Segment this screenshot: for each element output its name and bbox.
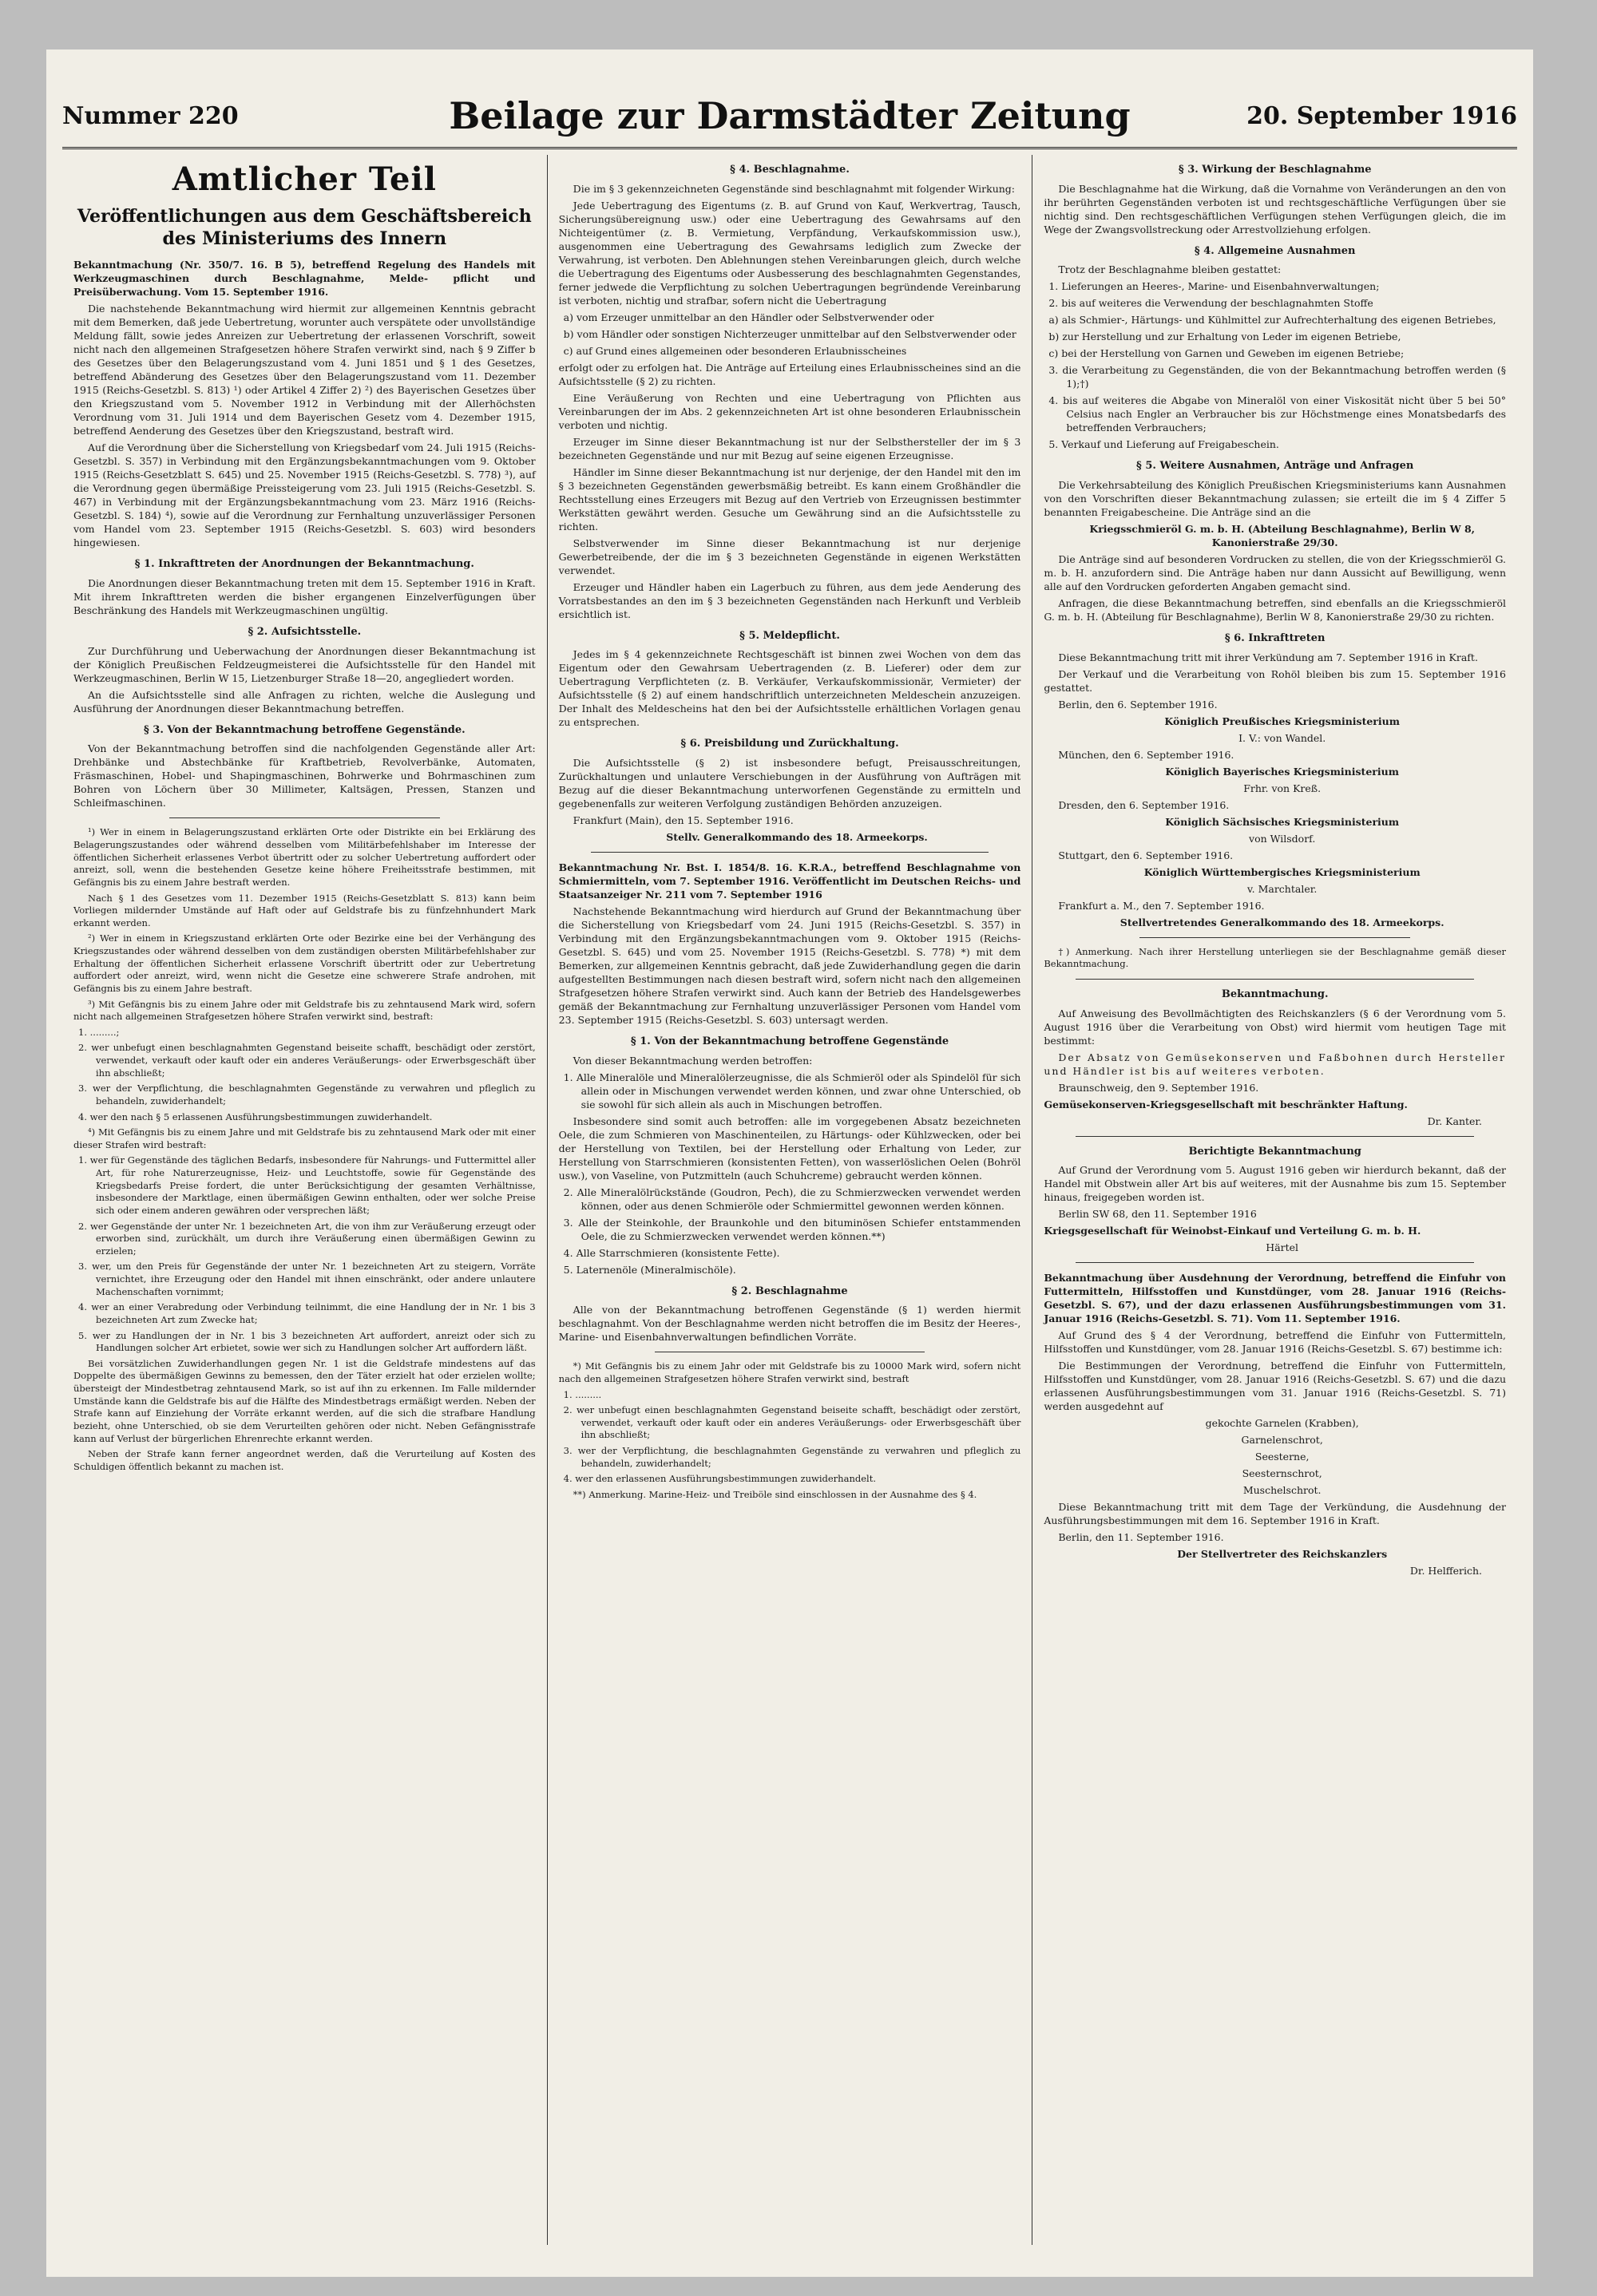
paragraph: Der Absatz von Gemüsekonserven und Faßbohnen durch Hersteller und Händler ist bis auf weiteres verboten. (1044, 1051, 1507, 1077)
divider (1139, 937, 1410, 938)
footnote: ¹) Wer in einem in Belagerungszustand erklärten Orte oder Distrikte ein bei Erklärung des Belagerungszustandes oder während desselben vom Militärbefehlshaber im Interesse der öffentlichen Sicherheit erlassenes Verbot übertritt oder zu solcher Uebertretung auffordert oder anreizt, soll, wenn die bestehenden Gesetze keine höhere Freiheitsstrafe bestimmen, mit Gefängnis bis zu einem Jahre bestraft werden. (73, 826, 536, 888)
paragraph: An die Aufsichtsstelle sind alle Anfragen zu richten, welche die Auslegung und Ausführung der Anordnungen dieser Bekanntmachung betreffen. (73, 688, 536, 715)
issue-number: Nummer 220 (62, 102, 239, 130)
signature-name: von Wilsdorf. (1249, 832, 1316, 845)
section-title: § 3. Wirkung der Beschlagnahme (1178, 164, 1372, 176)
issue-date: 20. September 1916 (1246, 102, 1517, 130)
divider (591, 852, 989, 853)
paragraph: Die nachstehende Bekanntmachung wird hiermit zur allgemeinen Kenntnis gebracht mit dem Bemerken, daß jede Uebertretung, worunter auch verspätete oder unvollständige Meldung fällt, sowie jedes Anreizen zur Uebertretung der erlassenen Vorschrift, soweit nicht nach den allgemeinen Strafgesetzen höhere Strafen verwirkt sind, nach § 9 Ziffer b des Gesetzes über den Belagerungszustand vom 4. Juni 1851 und § 1 des Gesetzes, betreffend Abänderung des Gesetzes über den Belagerungszustand vom 11. Dezember 1915 (Reichs-Gesetzbl. S. 813) ¹) oder Artikel 4 Ziffer 2) ²) des Bayerischen Gesetzes über den Kriegszustand vom 5. November 1912 in Verbindung mit der Allerhöchsten Verordnung vom 31. Juli 1914 und dem Bayerischen Gesetz vom 4. Dezember 1915, betreffend Aenderung des Gesetzes über den Kriegszustand, bestraft wird. (73, 303, 536, 437)
newspaper-page (46, 49, 1533, 2277)
list-item: 5. Verkauf und Lieferung auf Freigabeschein. (1048, 438, 1279, 451)
column-1 (62, 155, 547, 2245)
list-item: 2. Alle Mineralölrückstände (Goudron, Pech), die zu Schmierzwecken verwendet werden können, oder aus denen Schmieröle oder Schmiermittel gewonnen werden können. (563, 1186, 1021, 1212)
paragraph: Diese Bekanntmachung tritt mit ihrer Verkündung am 7. September 1916 in Kraft. (1058, 651, 1478, 663)
list-item: 3. die Verarbeitung zu Gegenständen, die von der Bekanntmachung betroffen werden (§ 1);†) (1048, 364, 1507, 390)
list-item: 4. wer an einer Verabredung oder Verbindung teilnimmt, die eine Handlung der in Nr. 1 bis 3 bezeichneten Art zum Zwecke hat; (78, 1301, 536, 1325)
list-item: Seesterne, (1254, 1451, 1310, 1463)
list-item: 1. Lieferungen an Heeres-, Marine- und Eisenbahnverwaltungen; (1048, 280, 1380, 293)
signature-office: Königlich Württembergisches Kriegsministerium (1143, 865, 1421, 878)
list-item: c) bei der Herstellung von Garnen und Geweben im eigenen Betriebe; (1048, 347, 1405, 360)
place-date: Frankfurt a. M., den 7. September 1916. (1058, 899, 1265, 912)
divider (169, 817, 440, 818)
place-date: Braunschweig, den 9. September 1916. (1058, 1081, 1259, 1094)
divider (1076, 1136, 1474, 1137)
list-item: 4. wer den nach § 5 erlassenen Ausführungsbestimmungen zuwiderhandelt. (78, 1110, 433, 1122)
announcement-title: Bekanntmachung Nr. Bst. I. 1854/8. 16. K.R.A., betreffend Beschlagnahme von Schmiermitteln, vom 7. September 1916. Veröffentlicht im Deutschen Reichs- und Staatsanzeiger Nr. 211 vom 7. September 1916 (558, 861, 1021, 901)
section-title: § 2. Beschlagnahme (731, 1285, 848, 1297)
paragraph: Die Anordnungen dieser Bekanntmachung treten mit dem 15. September 1916 in Kraft. Mit ihrem Inkrafttreten werden die bisher ergangenen Einzelverfügungen über Beschränkung des Handels mit Werkzeugmaschinen ungültig. (73, 577, 536, 617)
place-date: München, den 6. September 1916. (1058, 748, 1234, 761)
announcement-title: Bekanntmachung. (1221, 988, 1329, 1000)
list-item: 4. Alle Starrschmieren (konsistente Fette). (563, 1246, 780, 1259)
paragraph: Der Verkauf und die Verarbeitung von Rohöl bleiben bis zum 15. September 1916 gestattet. (1044, 667, 1507, 694)
place-date: Stuttgart, den 6. September 1916. (1058, 849, 1234, 861)
section-title: § 5. Meldepflicht. (739, 629, 840, 642)
signature-office: Königlich Sächsisches Kriegsministerium (1165, 815, 1400, 828)
signature-office: Stellvertretendes Generalkommando des 18. Armeekorps. (1119, 916, 1444, 928)
list-item: 3. wer, um den Preis für Gegenstände der unter Nr. 1 bezeichneten Art zu steigern, Vorräte vernichtet, ihre Erzeugung oder den Handel mit ihnen einschränkt, oder andere unlautere Machenschaften vornimmt; (78, 1261, 536, 1297)
list-item: 3. wer der Verpflichtung, die beschlagnahmten Gegenstände zu verwahren und pfleglich zu behandeln, zuwiderhandelt; (563, 1445, 1021, 1469)
paragraph: Auf Anweisung des Bevollmächtigten des Reichskanzlers (§ 6 der Verordnung vom 5. August 1916 über die Verarbeitung von Obst) wird hiermit vom heutigen Tage mit bestimmt: (1044, 1007, 1507, 1047)
paragraph: Nachstehende Bekanntmachung wird hierdurch auf Grund der Bekanntmachung über die Sicherstellung von Kriegsbedarf vom 24. Juni 1915 (Reichs-Gesetzbl. S. 357) in Verbindung mit den Ergänzungsbekanntmachungen vom 9. Oktober 1915 (Reichs-Gesetzbl. S. 645) und vom 25. November 1915 (Reichs-Gesetzbl. S. 778) *) mit dem Bemerken, zur allgemeinen Kenntnis gebracht, daß jede Zuwiderhandlung gegen die darin aufgestellten Bestimmungen nach diesen bestraft wird, sofern nicht nach den allgemeinen Strafgesetzen höhere Strafen verwirkt sind. Auch kann der Betrieb des Handelsgewerbes gemäß der Bekanntmachung zur Fernhaltung unzuverlässiger Personen vom Handel vom 23. September 1915 (Reichs-Gesetzbl. S. 603) untersagt werden. (558, 905, 1021, 1027)
list-item: 4. wer den erlassenen Ausführungsbestimmungen zuwiderhandelt. (563, 1473, 876, 1485)
place-date: Dresden, den 6. September 1916. (1058, 798, 1230, 811)
list-item: a) vom Erzeuger unmittelbar an den Händler oder Selbstverwender oder (563, 311, 934, 323)
list-item: 2. wer unbefugt einen beschlagnahmten Gegenstand beiseite schafft, beschädigt oder zerstört, verwendet, verkauft oder kauft oder ein anderes Veräußerungs- oder Erwerbsgeschäft über ihn abschließt; (78, 1042, 536, 1079)
divider (1076, 1262, 1474, 1263)
paragraph: Selbstverwender im Sinne dieser Bekanntmachung ist nur derjenige Gewerbetreibende, der die im § 3 bezeichneten Gegenstände in eigenen Werkstätten verwendet. (558, 536, 1021, 576)
paragraph: Jede Uebertragung des Eigentums (z. B. auf Grund von Kauf, Werkvertrag, Tausch, Sicherungsübereignung usw.) oder eine Uebertragung des Gewahrsams auf den Nichteigentümer (z. B. Vermietung, Verpfändung, Verkaufskommission usw.), ausgenommen eine Uebertragung des Gewahrsams lediglich zum Zwecke der Verwahrung, ist verboten. Den Ablehnungen stehen Vereinbarungen gleich, durch welche die Uebertragung des Eigentums oder Ausbesserung des beschlagnahmten Gegenstandes, ferner jedwede die Verpflichtung zu solchen Uebertragungen begründende Vereinbarung ist verboten, nichtig und strafbar, sofern nicht die Uebertragung (558, 199, 1021, 307)
list-item: 4. bis auf weiteres die Abgabe von Mineralöl von einer Viskosität nicht über 5 bei 50° Celsius nach Engler an Verbraucher bis zur Höchstmenge eines Monatsbedarfs des betreffenden Verbrauchers; (1048, 394, 1507, 434)
place-date: Berlin, den 11. September 1916. (1058, 1531, 1224, 1544)
signature-office: Königlich Bayerisches Kriegsministerium (1165, 765, 1399, 778)
signature-office: Königlich Preußisches Kriegsministerium (1164, 715, 1400, 727)
column-3 (1032, 155, 1517, 2245)
list-item: 1. .........; (78, 1026, 120, 1038)
paragraph: Auf Grund des § 4 der Verordnung, betreffend die Einfuhr von Futtermitteln, Hilfsstoffen und Kunstdünger, vom 28. Januar 1916 (Reichs-Gesetzbl. S. 67) bestimme ich: (1044, 1329, 1507, 1356)
list-item: gekochte Garnelen (Krabben), (1205, 1417, 1359, 1430)
paragraph: Auf Grund der Verordnung vom 5. August 1916 geben wir hierdurch bekannt, daß der Handel mit Obstwein aller Art bis auf weiteres, mit der Ausnahme bis zum 15. September hinaus, freigegeben worden ist. (1044, 1164, 1507, 1204)
signature-office: Der Stellvertreter des Reichskanzlers (1177, 1548, 1388, 1561)
paragraph: Die Beschlagnahme hat die Wirkung, daß die Vornahme von Veränderungen an den von ihr berührten Gegenständen verboten ist und rechtsgeschäftliche Verfügungen über sie nichtig sind. Den rechtsgeschäftlichen Verfügungen stehen Verfügungen gleich, die im Wege der Zwangsvollstreckung oder Arrestvollziehung erfolgen. (1044, 182, 1507, 236)
text-columns (62, 155, 1517, 2245)
paragraph: Insbesondere sind somit auch betroffen: alle im vorgegebenen Absatz bezeichneten Oele, die zum Schmieren von Maschinenteilen, zu Härtungs- oder Kühlzwecken, oder bei der Herstellung von Textilen, bei der Herstellung oder Erhaltung von Leder, zur Herstellung von Starrschmieren (konsistenten Fetten), von wasserlöslichen Oelen (Bohröl usw.), von Vaseline, von Putzmitteln (auch Schuhcreme) gebraucht werden können. (558, 1114, 1021, 1182)
paragraph: Diese Bekanntmachung tritt mit dem Tage der Verkündung, die Ausdehnung der Ausführungsbestimmungen mit dem 16. September 1916 in Kraft. (1044, 1501, 1507, 1527)
signature-office: Gemüsekonserven-Kriegsgesellschaft mit beschränkter Haftung. (1044, 1098, 1408, 1110)
section-title: § 5. Weitere Ausnahmen, Anträge und Anfragen (1136, 460, 1414, 473)
list-item: b) vom Händler oder sonstigen Nichterzeuger unmittelbar auf den Selbstverwender oder (563, 327, 1016, 340)
list-item: 3. Alle der Steinkohle, der Braunkohle und den bituminösen Schiefer entstammenden Oele, die zu Schmierzwecken verwendet werden können.**) (563, 1216, 1021, 1242)
paragraph: Die Aufsichtsstelle (§ 2) ist insbesondere befugt, Preisausschreitungen, Zurückhaltungen und unlautere Verschiebungen in der Ausführung von Aufträgen mit Bezug auf die dieser Bekanntmachung unterworfenen Gegenstände zu ermitteln und gegebenenfalls zur weiteren Verfolgung zuständigen Behörden anzuzeigen. (558, 757, 1021, 810)
announcement-title: Bekanntmachung (Nr. 350/7. 16. B 5), betreffend Regelung des Handels mit Werkzeugmaschinen durch Beschlagnahme, Melde- pflicht und Preisüberwachung. Vom 15. September 1916. (73, 259, 536, 299)
footnote: †) Anmerkung. Nach ihrer Herstellung unterliegen sie der Beschlagnahme gemäß dieser Bekanntmachung. (1044, 945, 1507, 970)
section-title: § 6. Inkrafttreten (1224, 632, 1326, 645)
list-item: Seesternschrot, (1242, 1467, 1322, 1480)
list-item: 5. wer zu Handlungen der in Nr. 1 bis 3 bezeichneten Art auffordert, anreizt oder sich zu Handlungen solcher Art erbietet, sowie wer sich zu Handlungen solcher Art auffordern läßt. (78, 1329, 536, 1354)
list-item: 3. wer der Verpflichtung, die beschlagnahmten Gegenstände zu verwahren und pfleglich zu behandeln, zuwiderhandelt; (78, 1083, 536, 1106)
footnote: ⁴) Mit Gefängnis bis zu einem Jahre und mit Geldstrafe bis zu zehntausend Mark oder mit einer dieser Strafen wird bestraft: (73, 1126, 536, 1150)
paragraph: Zur Durchführung und Ueberwachung der Anordnungen dieser Bekanntmachung ist der Königlich Preußischen Feldzeugmeisterei die Aufsichtsstelle für den Handel mit Werkzeugmaschinen, Berlin W 15, Lietzenburger Straße 18—20, angegliedert worden. (73, 644, 536, 684)
list-item: c) auf Grund eines allgemeinen oder besonderen Erlaubnisscheines (563, 344, 907, 357)
signature-name: Frhr. von Kreß. (1243, 782, 1322, 794)
announcement-title: Berichtigte Bekanntmachung (1188, 1145, 1361, 1158)
newspaper-title: Beilage zur Darmstädter Zeitung (449, 94, 1131, 137)
section-subheading: Veröffentlichungen aus dem Geschäftsbereich des Ministeriums des Innern (77, 206, 532, 249)
section-title: § 4. Beschlagnahme. (730, 164, 850, 176)
paragraph: Jedes im § 4 gekennzeichnete Rechtsgeschäft ist binnen zwei Wochen von dem das Eigentum oder den Gewahrsam Uebertragenden (z. B. Lieferer) oder dem zur Uebertragung Verpflichteten (z. B. Verkäufer, Verkaufskommissionär, Vermieter) der Aufsichtsstelle (§ 2) auf einem handschriftlich unterzeichneten Meldeschein anzuzeigen. Der Inhalt des Meldescheins hat den bei der Aufsichtsstelle erhältlichen Vorlagen genau zu entsprechen. (558, 648, 1021, 729)
footnote: ²) Wer in einem in Kriegszustand erklärten Orte oder Bezirke eine bei der Verhängung des Kriegszustandes oder während desselben von dem zuständigen obersten Militärbefehlshaber zur Erhaltung der öffentlichen Sicherheit erlassene Vorschrift übertritt oder zur Uebertretung auffordert oder anreizt, wird, wenn nicht die Gesetze eine schwerere Strafe androhen, mit Gefängnis bis zu einem Jahre bestraft. (73, 932, 536, 994)
masthead (62, 91, 1517, 149)
footnote: ³) Mit Gefängnis bis zu einem Jahre oder mit Geldstrafe bis zu zehntausend Mark wird, sofern nicht nach allgemeinen Strafgesetzen höhere Strafen verwirkt sind, bestraft: (73, 998, 536, 1023)
paragraph: Die Bestimmungen der Verordnung, betreffend die Einfuhr von Futtermitteln, Hilfsstoffen und Kunstdünger, vom 28. Januar 1916 (Reichs-Gesetzbl. S. 67) und die dazu erlassenen Ausführungsbestimmungen vom 31. Januar 1916 (Reichs-Gesetzbl. S. 71) werden ausgedehnt auf (1044, 1360, 1507, 1413)
section-title: § 3. Von der Bekanntmachung betroffene Gegenstände. (143, 723, 466, 736)
signature: Stellv. Generalkommando des 18. Armeekorps. (666, 831, 928, 844)
list-item: 2. wer Gegenstände der unter Nr. 1 bezeichneten Art, die von ihm zur Veräußerung erzeugt oder erworben sind, zurückhält, um durch ihre Veräußerung einen übermäßigen Gewinn zu erzielen; (78, 1220, 536, 1257)
announcement-title: Bekanntmachung über Ausdehnung der Verordnung, betreffend die Einfuhr von Futtermitteln, Hilfsstoffen und Kunstdünger, vom 28. Januar 1916 (Reichs-Gesetzbl. S. 67), und der dazu erlassenen Ausführungsbestimmungen vom 31. Januar 1916 (Reichs-Gesetzbl. S. 71). Vom 11. September 1916. (1044, 1272, 1507, 1325)
list-item: 1. wer für Gegenstände des täglichen Bedarfs, insbesondere für Nahrungs- und Futtermittel aller Art, für rohe Naturerzeugnisse, Heiz- und Leuchtstoffe, sowie für Gegenstände des Kriegsbedarfs Preise fordert, die unter Berücksichtigung der gesamten Verhältnisse, insbesondere der Marktlage, einen übermäßigen Gewinn enthalten, oder wer solche Preise sich oder einem anderen gewähren oder versprechen läßt; (78, 1154, 536, 1216)
section-title: § 1. Inkrafttreten der Anordnungen der Bekanntmachung. (134, 558, 474, 571)
list-item: 2. bis auf weiteres die Verwendung der beschlagnahmten Stoffe (1048, 297, 1373, 310)
section-title: § 2. Aufsichtsstelle. (248, 626, 362, 639)
signature-name: I. V.: von Wandel. (1238, 731, 1326, 744)
signature-name: Härtel (1266, 1241, 1299, 1254)
list-item: 2. wer unbefugt einen beschlagnahmten Gegenstand beiseite schafft, beschädigt oder zerstört, verwendet, verkauft oder kauft oder ein anderes Veräußerungs- oder Erwerbsgeschäft über ihn abschließt; (563, 1404, 1021, 1441)
place-date: Frankfurt (Main), den 15. September 1916. (573, 814, 794, 827)
footnote: Bei vorsätzlichen Zuwiderhandlungen gegen Nr. 1 ist die Geldstrafe mindestens auf das Doppelte des übermäßigen Gewinns zu bemessen, den der Täter erzielt hat oder erzielen wollte; übersteigt der Mindestbetrag zehntausend Mark, so ist auf ihn zu erkennen. Im Falle mildernder Umstände kann die Geldstrafe bis auf die Hälfte des Mindestbetrags ermäßigt werden. Neben der Strafe kann auf Einziehung der Vorräte erkannt werden, auf die sich die strafbare Handlung bezieht, ohne Unterschied, ob sie dem Verurteilten gehören oder nicht. Neben Gefängnisstrafe kann auf Verlust der bürgerlichen Ehrenrechte erkannt werden. (73, 1357, 536, 1444)
paragraph: Erzeuger im Sinne dieser Bekanntmachung ist nur der Selbsthersteller der im § 3 bezeichneten Gegenstände und nur mit Bezug auf seine eigenen Erzeugnisse. (558, 435, 1021, 461)
list-item: a) als Schmier-, Härtungs- und Kühlmittel zur Aufrechterhaltung des eigenen Betriebes, (1048, 314, 1496, 327)
list-item: Garnelenschrot, (1241, 1434, 1323, 1447)
list-item: Muschelschrot. (1242, 1484, 1322, 1497)
paragraph: Anfragen, die diese Bekanntmachung betreffen, sind ebenfalls an die Kriegsschmieröl G. m. b. H. (Abteilung für Beschlagnahme), Berlin W 8, Kanonierstraße 29/30 zu richten. (1044, 597, 1507, 623)
paragraph: Die im § 3 gekennzeichneten Gegenstände sind beschlagnahmt mit folgender Wirkung: (573, 182, 1016, 195)
paragraph: Alle von der Bekanntmachung betroffenen Gegenstände (§ 1) werden hiermit beschlagnahmt. Von der Beschlagnahme werden nicht betroffen die im Besitz der Heeres-, Marine- und Eisenbahnverwaltungen befindlichen Vorräte. (558, 1304, 1021, 1344)
paragraph: Trotz der Beschlagnahme bleiben gestattet: (1058, 263, 1282, 276)
list-item: 1. ......... (563, 1388, 602, 1400)
paragraph: Händler im Sinne dieser Bekanntmachung ist nur derjenige, der den Handel mit den im § 3 bezeichneten Gegenständen gewerbsmäßig betreibt. Es kann einem Großhändler die Rechtsstellung eines Erzeugers mit Bezug auf den Vertrieb von Erzeugnissen bestimmter Werkstätten gewährt werden. Gesuche um Gewährung sind an die Aufsichtsstelle zu richten. (558, 465, 1021, 532)
section-title: § 4. Allgemeine Ausnahmen (1194, 244, 1356, 257)
list-item: b) zur Herstellung und zur Erhaltung von Leder im eigenen Betriebe, (1048, 331, 1401, 343)
signature-name: v. Marchtaler. (1247, 882, 1318, 895)
paragraph: Eine Veräußerung von Rechten und eine Uebertragung von Pflichten aus Vereinbarungen der im Abs. 2 gekennzeichneten Art ist ohne besonderen Erlaubnisschein verboten und nichtig. (558, 391, 1021, 431)
footnote: *) Mit Gefängnis bis zu einem Jahr oder mit Geldstrafe bis zu 10000 Mark wird, sofern nicht nach den allgemeinen Strafgesetzen höhere Strafen verwirkt sind, bestraft (558, 1360, 1021, 1384)
paragraph: Erzeuger und Händler haben ein Lagerbuch zu führen, aus dem jede Aenderung des Vorratsbestandes an den im § 3 bezeichneten Gegenständen nach Herkunft und Verbleib ersichtlich ist. (558, 580, 1021, 620)
section-heading: Amtlicher Teil (172, 160, 437, 198)
paragraph: Die Verkehrsabteilung des Königlich Preußischen Kriegsministeriums kann Ausnahmen von den Vorschriften dieser Bekanntmachung zulassen; sie erteilt die im § 4 Ziffer 5 benannten Freigabescheine. Die Anträge sind an die (1044, 479, 1507, 519)
footnote: **) Anmerkung. Marine-Heiz- und Treiböle sind einschlossen in der Ausnahme des § 4. (573, 1488, 977, 1500)
footnote: Nach § 1 des Gesetzes vom 11. Dezember 1915 (Reichs-Gesetzblatt S. 813) kann beim Vorliegen mildernder Umstände auf Haft oder auf Geldstrafe bis zu fünfzehnhundert Mark erkannt werden. (73, 892, 536, 928)
divider (1076, 979, 1474, 980)
paragraph: Die Anträge sind auf besonderen Vordrucken zu stellen, die von der Kriegsschmieröl G. m. b. H. anzufordern sind. Die Anträge haben nur dann Aussicht auf Bewilligung, wenn alle auf den Vordrucken geforderten Angaben gemacht sind. (1044, 553, 1507, 593)
list-item: 1. Alle Mineralöle und Mineralölerzeugnisse, die als Schmieröl oder als Spindelöl für sich allein oder in Mischungen verwendet werden können, und zwar ohne Unterschied, ob sie sowohl für sich allein als auch in Mischungen betroffen. (563, 1071, 1021, 1110)
section-title: § 6. Preisbildung und Zurückhaltung. (680, 738, 899, 750)
section-title: § 1. Von der Bekanntmachung betroffene Gegenstände (630, 1035, 949, 1048)
paragraph: Auf die Verordnung über die Sicherstellung von Kriegsbedarf vom 24. Juli 1915 (Reichs-Gesetzbl. S. 357) in Verbindung mit den Ergänzungsbekanntmachungen vom 9. Oktober 1915 (Reichs-Gesetzblatt S. 645) und 25. November 1915 (Reichs-Gesetzbl. S. 778) ³), auf die Verordnung gegen übermäßige Preissteigerung vom 23. Juli 1915 (Reichs-Gesetzbl. S. 467) in Verbindung mit der Ergänzungsbekanntmachung vom 23. März 1916 (Reichs-Gesetzbl. S. 184) ⁴), sowie auf die Verordnung zur Fernhaltung unzuverlässiger Personen vom Handel vom 23. September 1915 (Reichs-Gesetzbl. S. 603) wird besonders hingewiesen. (73, 441, 536, 549)
footnote: Neben der Strafe kann ferner angeordnet werden, daß die Verurteilung auf Kosten des Schuldigen öffentlich bekannt zu machen ist. (73, 1448, 536, 1472)
paragraph: erfolgt oder zu erfolgen hat. Die Anträge auf Erteilung eines Erlaubnisscheines sind an die Aufsichtsstelle (§ 2) zu richten. (558, 361, 1021, 387)
place-date: Berlin, den 6. September 1916. (1058, 698, 1218, 711)
place-date: Berlin SW 68, den 11. September 1916 (1058, 1208, 1257, 1221)
organization-address: Kriegsschmieröl G. m. b. H. (Abteilung Beschlagnahme), Berlin W 8, Kanonierstraße 29/30. (1089, 523, 1476, 549)
signature-name: Dr. Kanter. (1427, 1114, 1483, 1127)
list-item: 5. Laternenöle (Mineralmischöle). (563, 1263, 736, 1276)
paragraph: Von der Bekanntmachung betroffen sind die nachfolgenden Gegenstände aller Art: Drehbänke und Abstechbänke für Kraftbetrieb, Revolverbänke, Automaten, Fräsmaschinen, Hobel- und Shapingmaschinen, Bohrwerke und Bohrmaschinen zum Bohren von Löchern über 30 Millimeter, Kaltsägen, Pressen, Stanzen und Schleifmaschinen. (73, 742, 536, 810)
signature-name: Dr. Helfferich. (1409, 1565, 1483, 1578)
column-2 (547, 155, 1032, 2245)
paragraph: Von dieser Bekanntmachung werden betroffen: (573, 1054, 813, 1067)
signature-office: Kriegsgesellschaft für Weinobst-Einkauf und Verteilung G. m. b. H. (1044, 1225, 1421, 1237)
